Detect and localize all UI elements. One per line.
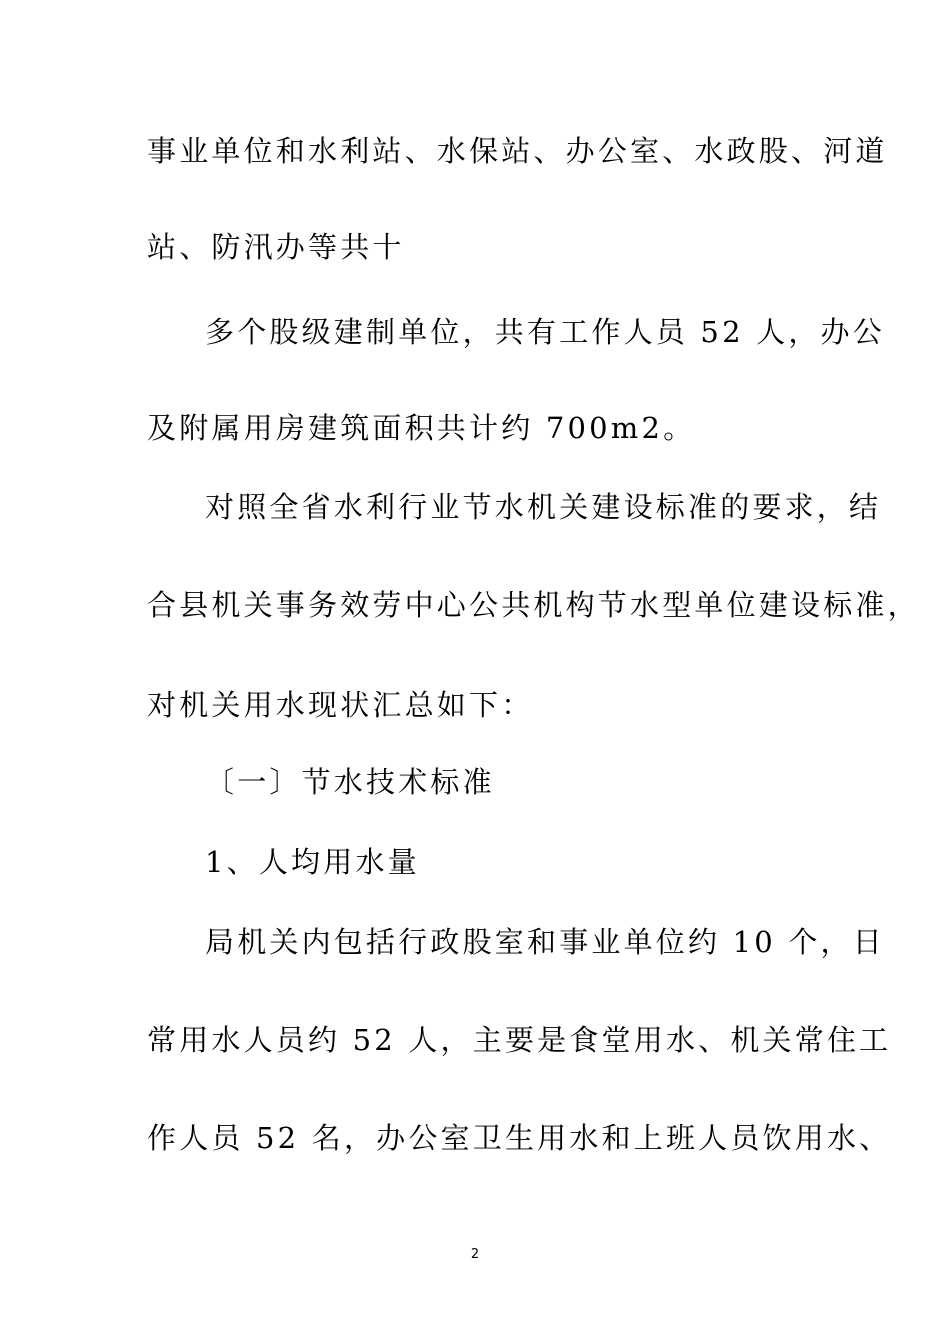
body-text-line-10: 局机关内包括行政股室和事业单位约 10 个，日 <box>205 925 885 959</box>
body-text-line-7: 对机关用水现状汇总如下： <box>147 688 534 722</box>
body-text-line-6: 合县机关事务效劳中心公共机构节水型单位建设标准， <box>147 588 920 622</box>
body-text-line-1: 事业单位和水利站、水保站、办公室、水政股、河道 <box>147 134 888 168</box>
page-number: 2 <box>470 1247 480 1262</box>
section-heading: 〔一〕节水技术标准 <box>205 765 495 799</box>
body-text-line-2: 站、防汛办等共十 <box>147 230 405 264</box>
subsection-heading: 1、人均用水量 <box>205 845 420 879</box>
body-text-line-11: 常用水人员约 52 人，主要是食堂用水、机关常住工 <box>147 1023 892 1057</box>
body-text-line-12: 作人员 52 名，办公室卫生用水和上班人员饮用水、 <box>147 1121 892 1155</box>
body-text-line-3: 多个股级建制单位，共有工作人员 52 人，办公 <box>205 315 885 349</box>
body-text-line-5: 对照全省水利行业节水机关建设标准的要求，结 <box>205 490 882 524</box>
body-text-line-4: 及附属用房建筑面积共计约 700m2。 <box>147 411 696 445</box>
